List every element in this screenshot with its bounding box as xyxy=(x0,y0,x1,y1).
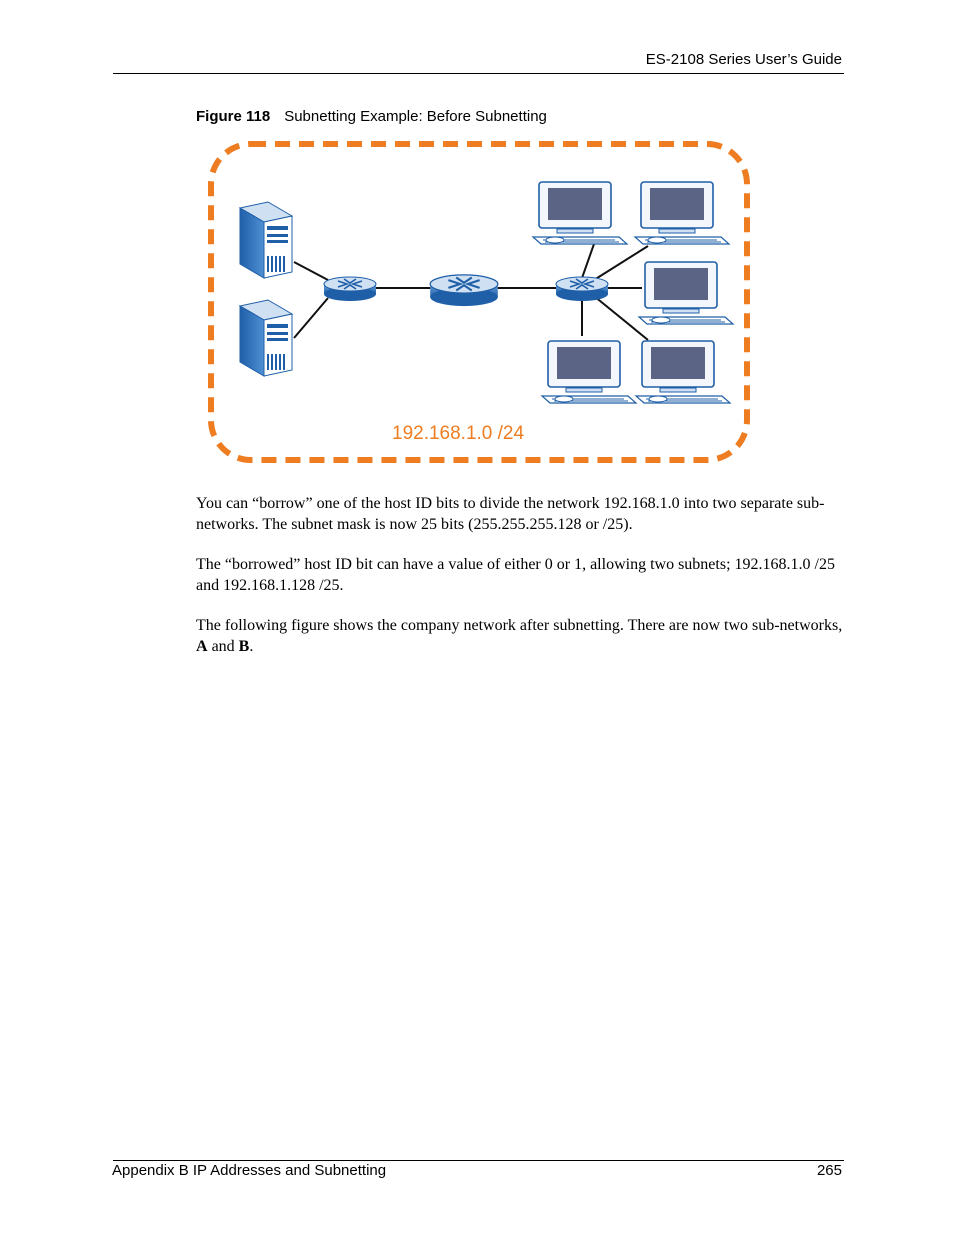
router-icon xyxy=(556,277,608,301)
subnet-b-label: B xyxy=(238,638,250,655)
page-number: 265 xyxy=(816,1162,842,1179)
computer-icon xyxy=(533,182,627,244)
computer-icon xyxy=(635,182,729,244)
router-icon xyxy=(430,275,498,306)
header-rule xyxy=(113,73,844,74)
subnet-a-label: A xyxy=(196,638,208,655)
figure-title: Subnetting Example: Before Subnetting xyxy=(284,108,547,125)
network-diagram xyxy=(200,138,760,468)
figure-number: Figure 118 xyxy=(196,108,271,125)
computer-icon xyxy=(639,262,733,324)
server-icon xyxy=(240,202,292,278)
router-icon xyxy=(324,277,376,301)
paragraph-borrowed-bit: The “borrowed” host ID bit can have a value of either 0 or 1, allowing two subnets; 192.168.1.0 /25 and 192.168.1.128 /25. xyxy=(196,556,835,594)
paragraph-after-subnetting: The following figure shows the company network after subnetting. There are now two sub-networks, A and B. xyxy=(196,617,843,655)
computer-icon xyxy=(542,341,636,403)
footer-rule xyxy=(113,1160,844,1161)
figure-caption xyxy=(196,108,547,125)
network-address-label: 192.168.1.0 /24 xyxy=(392,423,525,444)
server-icon xyxy=(240,300,292,376)
running-header: ES-2108 Series User’s Guide xyxy=(645,51,842,68)
footer-section-title: Appendix B IP Addresses and Subnetting xyxy=(112,1162,387,1179)
paragraph-borrow: You can “borrow” one of the host ID bits to divide the network 192.168.1.0 into two separate sub-networks. The subnet mask is now 25 bits (255.255.255.128 or /25). xyxy=(196,495,825,533)
computer-icon xyxy=(636,341,730,403)
